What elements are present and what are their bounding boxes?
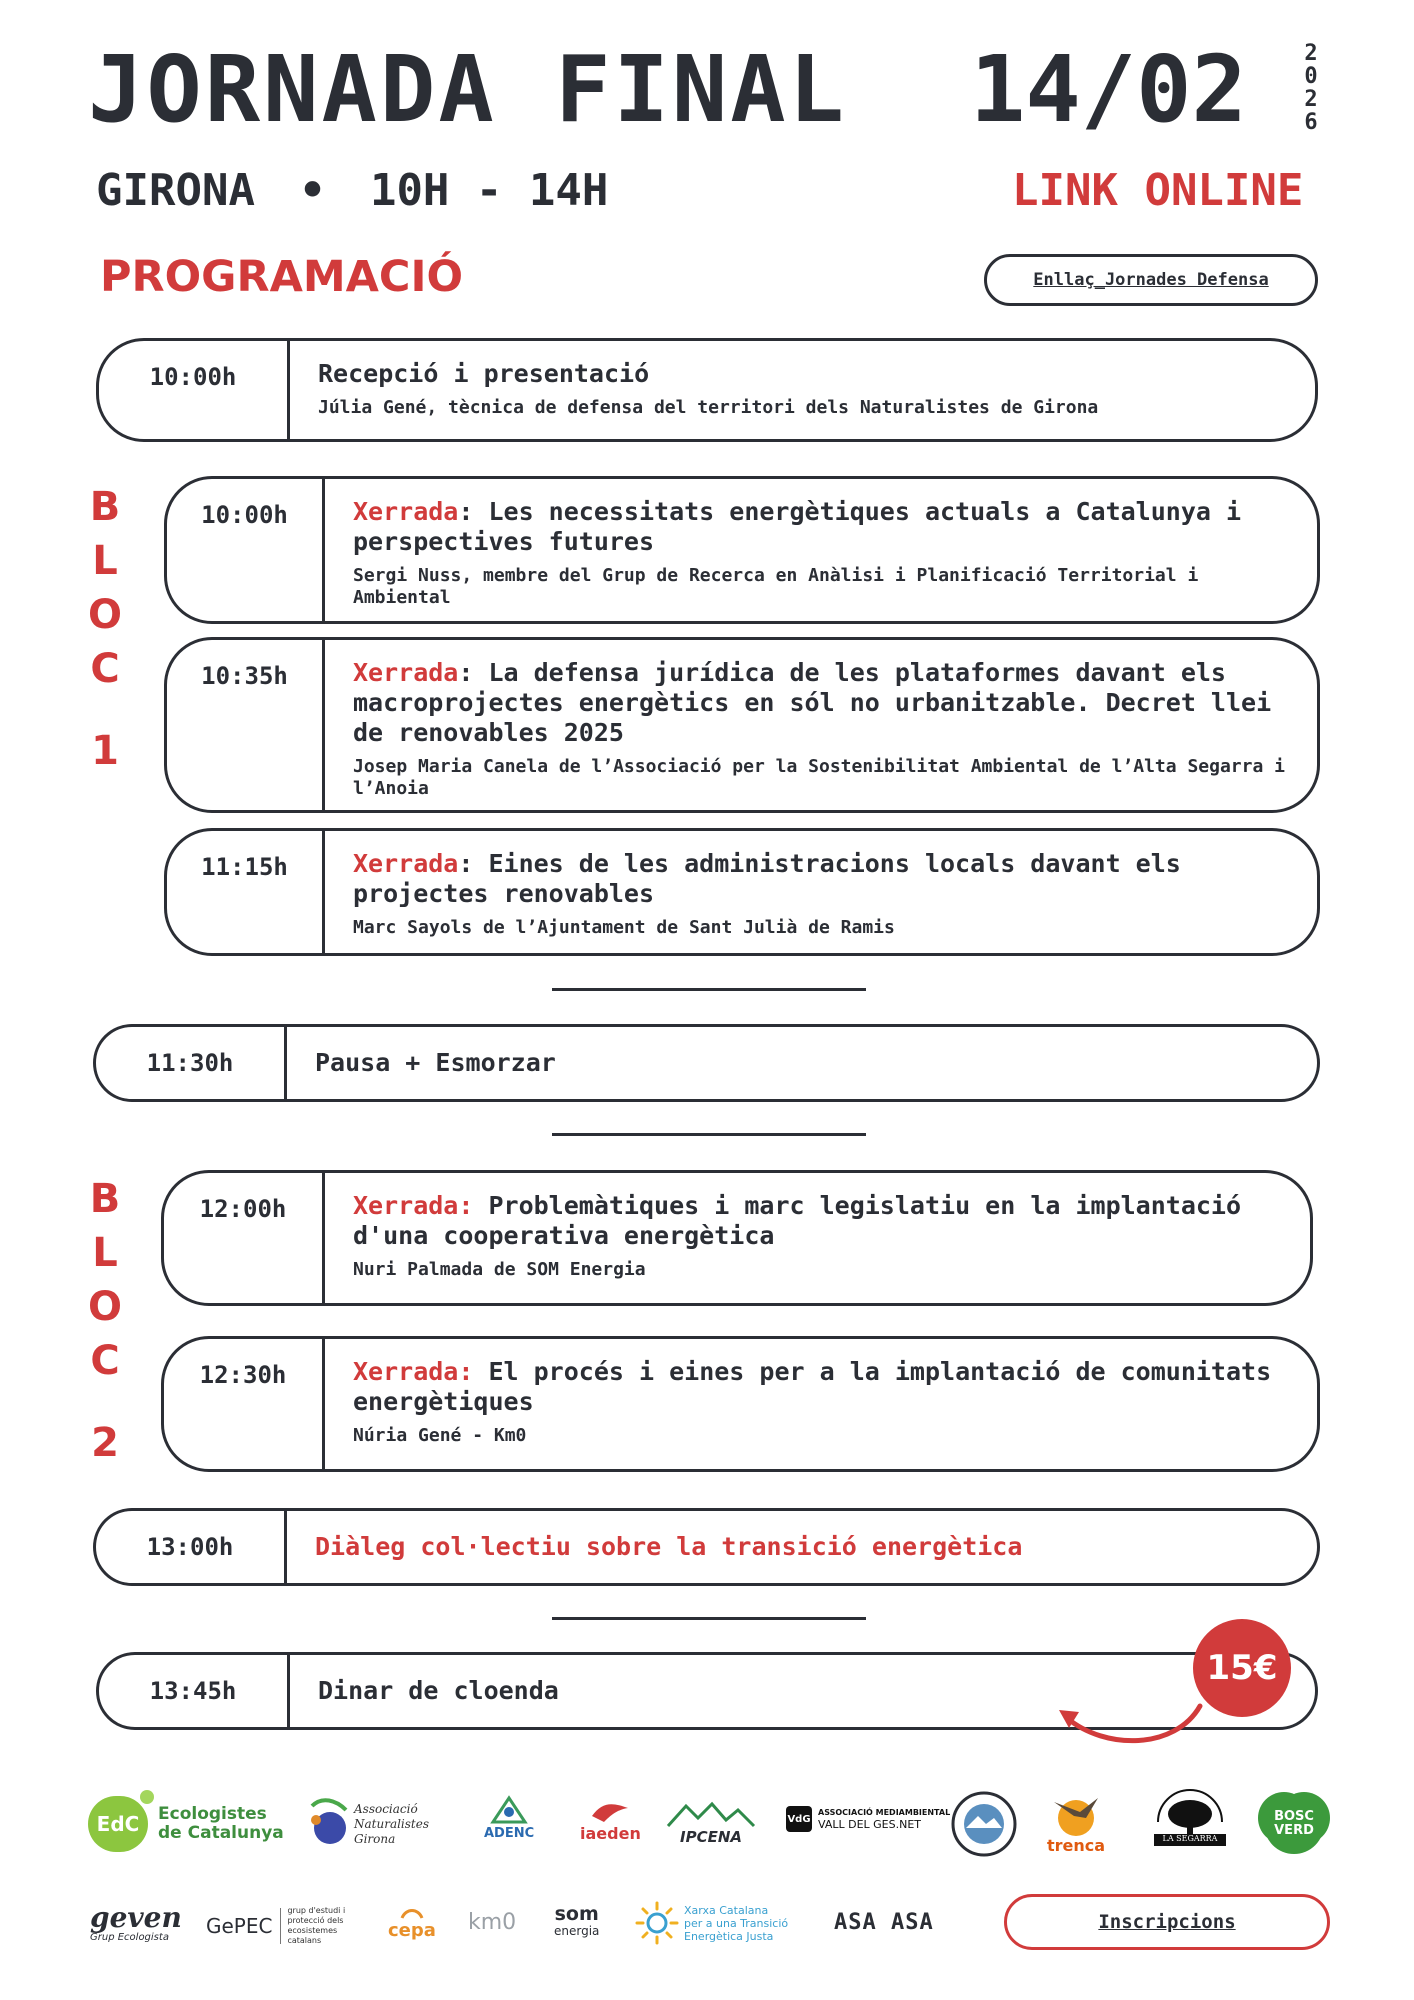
- divider: [552, 988, 866, 991]
- row-title: Recepció i presentació: [318, 359, 650, 388]
- schedule-row-reception: [96, 338, 1318, 442]
- row-time: 12:00h: [164, 1173, 325, 1303]
- logo-km0: km0: [468, 1910, 517, 1935]
- logo-som-energia: som energia: [554, 1903, 600, 1938]
- adenc-icon: [489, 1792, 529, 1826]
- logo-asa: ASA ASA: [834, 1910, 934, 1935]
- city: GIRONA: [96, 165, 255, 216]
- row-speaker: Marc Sayols de l’Ajuntament de Sant Julià de Ramis: [353, 917, 895, 938]
- row-title: Xerrada: La defensa jurídica de les plataformes davant els macroprojectes energètics en sól no urbanitzable. Decret llei de renovables 2025: [353, 658, 1272, 747]
- logo-trenca: trenca: [1046, 1788, 1106, 1855]
- row-time: 10:00h: [99, 341, 290, 439]
- bloc-letter: C: [90, 1338, 120, 1384]
- year-digit: 2: [1304, 87, 1318, 112]
- year-digit: 2: [1304, 41, 1318, 66]
- row-time: 13:45h: [99, 1655, 290, 1727]
- bloc-letter: C: [90, 646, 120, 692]
- row-title: Pausa + Esmorzar: [315, 1048, 556, 1077]
- row-title: Xerrada: Eines de les administracions locals davant els projectes renovables: [353, 849, 1181, 908]
- enllac-jornades-link[interactable]: Enllaç_Jornades Defensa: [984, 254, 1318, 306]
- trenca-bird-icon: [1046, 1788, 1106, 1836]
- logo-adenc: ADENC: [484, 1792, 534, 1841]
- row-content: [325, 831, 1317, 953]
- logo-cepa: cepa: [388, 1906, 436, 1941]
- bloc-letter: O: [87, 592, 122, 638]
- row-content: [325, 1173, 1310, 1303]
- defensa-seal-icon: [950, 1790, 1018, 1858]
- bloc-1-label: [85, 480, 125, 778]
- bloc-number: 2: [91, 1420, 119, 1466]
- row-title: Xerrada: Les necessitats energètiques actuals a Catalunya i perspectives futures: [353, 497, 1242, 556]
- row-content: [287, 1511, 1317, 1583]
- logo-xarxa-catalana: Xarxa Catalana per a una Transició Energètica Justa: [634, 1900, 788, 1946]
- row-title: Diàleg col·lectiu sobre la transició energètica: [315, 1532, 1023, 1561]
- schedule-row-talk2: [164, 637, 1320, 813]
- curved-arrow-icon: [1055, 1692, 1205, 1748]
- divider: [552, 1617, 866, 1620]
- row-title: Dinar de cloenda: [318, 1676, 559, 1705]
- schedule-row-talk3: [164, 828, 1320, 956]
- event-date: 14/02: [970, 36, 1247, 143]
- year-digit: 0: [1304, 64, 1318, 89]
- row-speaker: Josep Maria Canela de l’Associació per la Sostenibilitat Ambiental de l’Alta Segarra i l’Anoia: [353, 756, 1285, 799]
- bloc-2-label: [85, 1172, 125, 1470]
- cepa-leaf-icon: [400, 1906, 424, 1920]
- logo-naturalistes-girona: Associació Naturalistes Girona: [306, 1796, 429, 1852]
- ipcena-mountain-icon: [666, 1800, 756, 1828]
- row-time: 12:30h: [164, 1339, 325, 1469]
- event-year: [1298, 42, 1324, 134]
- row-speaker: Núria Gené - Km0: [353, 1425, 527, 1446]
- bloc-letter: O: [87, 1284, 122, 1330]
- naturalistes-icon: [306, 1796, 352, 1852]
- logo-ecologistes-catalunya: EdC Ecologistes de Catalunya: [88, 1796, 284, 1852]
- iaeden-bird-icon: [590, 1798, 630, 1824]
- row-content: [325, 479, 1317, 621]
- row-time: 10:35h: [167, 640, 325, 810]
- logo-bosc-verd: BOSC VERD: [1264, 1794, 1324, 1854]
- hours: 10H - 14H: [369, 165, 609, 216]
- row-content: [325, 1339, 1317, 1469]
- schedule-row-dialeg: [93, 1508, 1320, 1586]
- location-hours: [96, 165, 608, 216]
- bullet-separator: •: [299, 165, 326, 216]
- row-time: 10:00h: [167, 479, 325, 621]
- price-badge: 15€: [1193, 1619, 1291, 1717]
- schedule-row-talk1: [164, 476, 1320, 624]
- xerrada-label: Xerrada: [353, 658, 459, 687]
- row-content: [290, 341, 1315, 439]
- programacio-heading: PROGRAMACIÓ: [100, 252, 464, 302]
- inscripcions-button[interactable]: Inscripcions: [1004, 1894, 1330, 1950]
- schedule-row-talk4: [161, 1170, 1313, 1306]
- logo-defensa-circle: [950, 1790, 1018, 1858]
- schedule-row-pause: [93, 1024, 1320, 1102]
- bloc-letter: B: [89, 484, 121, 530]
- row-content: [287, 1027, 1317, 1099]
- online-link-heading: LINK ONLINE: [1012, 165, 1304, 216]
- row-time: 13:00h: [96, 1511, 287, 1583]
- xerrada-label: Xerrada: [353, 497, 459, 526]
- edc-badge: EdC: [88, 1796, 148, 1852]
- row-speaker: Júlia Gené, tècnica de defensa del territori dels Naturalistes de Girona: [318, 397, 1099, 418]
- logo-ipcena: IPCENA: [666, 1800, 756, 1846]
- schedule-row-talk5: [161, 1336, 1320, 1472]
- bloc-letter: B: [89, 1176, 121, 1222]
- logo-vall-del-ges: VdG ASSOCIACIÓ MEDIAMBIENTAL VALL DEL GES.NET: [787, 1808, 951, 1831]
- logo-iaeden: iaeden: [580, 1798, 641, 1843]
- logo-gepec: GePEC grup d'estudi i protecció dels ecosistemes catalans: [206, 1906, 346, 1945]
- bloc-number: 1: [91, 728, 119, 774]
- xerrada-label: Xerrada:: [353, 1191, 474, 1220]
- xerrada-label: Xerrada:: [353, 1357, 474, 1386]
- row-speaker: Nuri Palmada de SOM Energia: [353, 1259, 646, 1280]
- bloc-letter: L: [92, 1230, 118, 1276]
- event-title: JORNADA FINAL: [88, 36, 848, 143]
- row-speaker: Sergi Nuss, membre del Grup de Recerca en Anàlisi i Planificació Territorial i Ambiental: [353, 565, 1199, 608]
- year-digit: 6: [1304, 110, 1318, 135]
- row-title: Xerrada: Problemàtiques i marc legislatiu en la implantació d'una cooperativa energètica: [353, 1191, 1242, 1250]
- row-time: 11:15h: [167, 831, 325, 953]
- bloc-letter: L: [92, 538, 118, 584]
- divider: [552, 1133, 866, 1136]
- row-time: 11:30h: [96, 1027, 287, 1099]
- xerrada-label: Xerrada: [353, 849, 459, 878]
- sun-icon: [634, 1900, 680, 1946]
- logo-geven: geven Grup Ecologista: [90, 1901, 182, 1943]
- logo-la-segarra: LA SEGARRA: [1150, 1788, 1230, 1855]
- row-title: Xerrada: El procés i eines per a la implantació de comunitats energètiques: [353, 1357, 1272, 1416]
- row-content: [325, 640, 1317, 810]
